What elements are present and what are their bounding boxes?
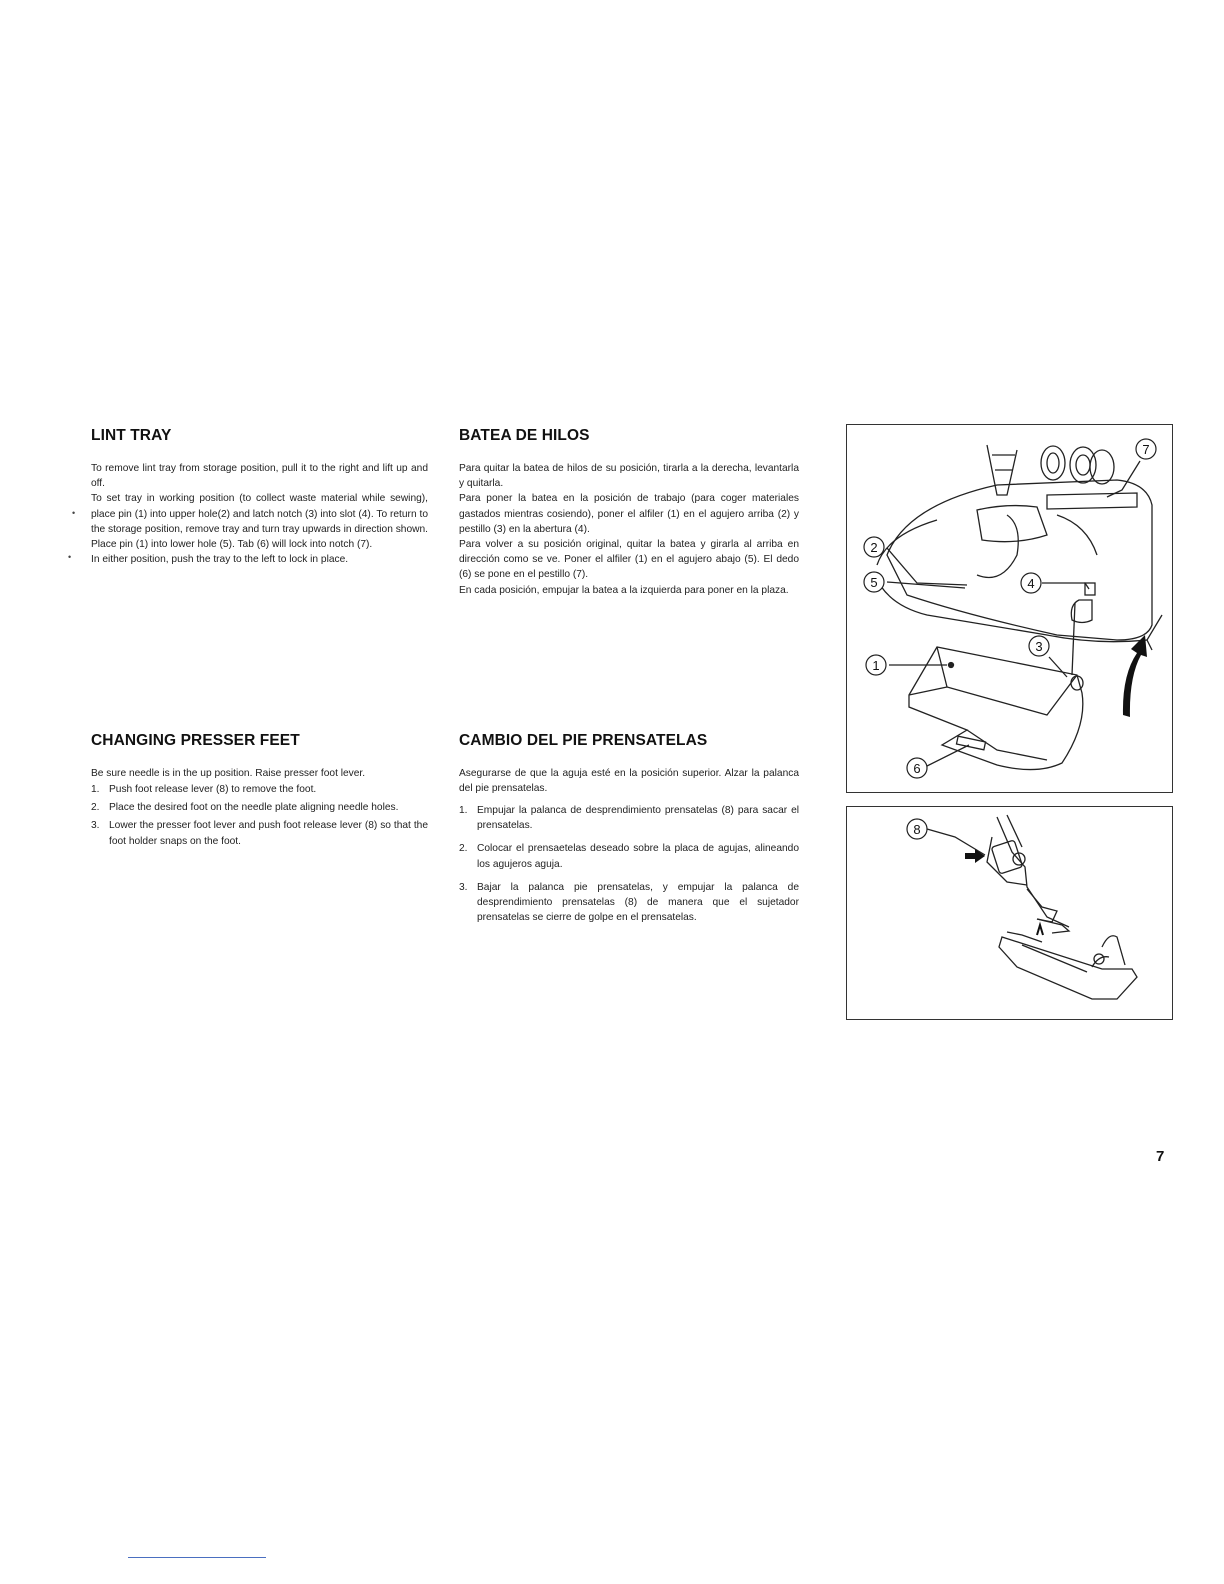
- lint-tray-illustration: [846, 424, 1173, 793]
- list-item: 3. Lower the presser foot lever and push foot release lever (8) so that the foot holder snaps on the foot.: [91, 820, 428, 847]
- lint-tray-heading: LINT TRAY: [91, 427, 172, 444]
- batea-text: [459, 461, 799, 598]
- callout-label: 5: [870, 575, 878, 590]
- presser-feet-heading: CHANGING PRESSER FEET: [91, 732, 300, 749]
- lint-tray-paragraph: To set tray in working position (to collect waste material while sewing), place pin (1) into upper hole(2) and latch notch (3) into slot (4). To return to the storage position, remove tray and turn tray upwards in direction shown. Place pin (1) into lower hole (5). Tab (6) will lock into notch (7).: [91, 493, 428, 551]
- callout-label: 2: [870, 540, 878, 555]
- lint-tray-paragraph: To remove lint tray from storage position, pull it to the right and lift up and off.: [91, 463, 428, 490]
- cambio-heading: CAMBIO DEL PIE PRENSATELAS: [459, 732, 708, 749]
- callout-label: 8: [913, 822, 921, 837]
- batea-paragraph: En cada posición, empujar la batea a la izquierda para poner en la plaza.: [459, 584, 789, 596]
- margin-mark: •: [72, 508, 76, 518]
- callout-label: 1: [872, 658, 880, 673]
- list-item: 2. Place the desired foot on the needle plate aligning needle holes.: [91, 802, 399, 814]
- margin-mark: •: [68, 552, 72, 562]
- cambio-intro: Asegurarse de que la aguja esté en la posición superior. Alzar la palanca del pie prensatelas.: [459, 768, 799, 795]
- presser-feet-steps: [91, 782, 428, 852]
- lint-tray-drawing: [847, 425, 1172, 792]
- callout-label: 7: [1142, 442, 1150, 457]
- batea-paragraph: Para volver a su posición original, quitar la batea y girarla al arriba en dirección como se ve. Poner el alfiler (1) en el agujero abajo (5). El dedo (6) se pone en el pestillo (7).: [459, 539, 799, 581]
- footer-rule: [128, 1557, 266, 1558]
- batea-paragraph: Para poner la batea en la posición de trabajo (para coger materiales gastados mientras cosiendo), poner el alfiler (1) en el agujero arriba (2) y pestillo (3) en la abertura (4).: [459, 493, 799, 535]
- batea-heading: BATEA DE HILOS: [459, 427, 590, 444]
- lint-tray-paragraph: In either position, push the tray to the left to lock in place.: [91, 554, 349, 566]
- presser-feet-intro: Be sure needle is in the up position. Raise presser foot lever.: [91, 768, 366, 779]
- list-item: 1. Push foot release lever (8) to remove the foot.: [91, 784, 317, 795]
- list-item: 1. Empujar la palanca de desprendimiento prensatelas (8) para sacar el prensatelas.: [459, 805, 799, 832]
- cambio-steps: [459, 803, 799, 933]
- presser-foot-illustration: [846, 806, 1173, 1020]
- presser-foot-drawing: [847, 807, 1172, 1019]
- list-item: 3. Bajar la palanca pie prensatelas, y empujar la palanca de desprendimiento prensatelas (8) de manera que el sujetador prensatelas se cierre de golpe en el prensatelas.: [459, 881, 799, 924]
- callout-label: 6: [913, 761, 921, 776]
- page-number: 7: [1156, 1148, 1165, 1165]
- callout-label: 4: [1027, 576, 1035, 591]
- lint-tray-text: [91, 461, 428, 567]
- list-item: 2. Colocar el prensaetelas deseado sobre la placa de agujas, alineando los agujeros aguja.: [459, 843, 799, 870]
- callout-label: 3: [1035, 639, 1043, 654]
- batea-paragraph: Para quitar la batea de hilos de su posición, tirarla a la derecha, levantarla y quitarla.: [459, 463, 799, 490]
